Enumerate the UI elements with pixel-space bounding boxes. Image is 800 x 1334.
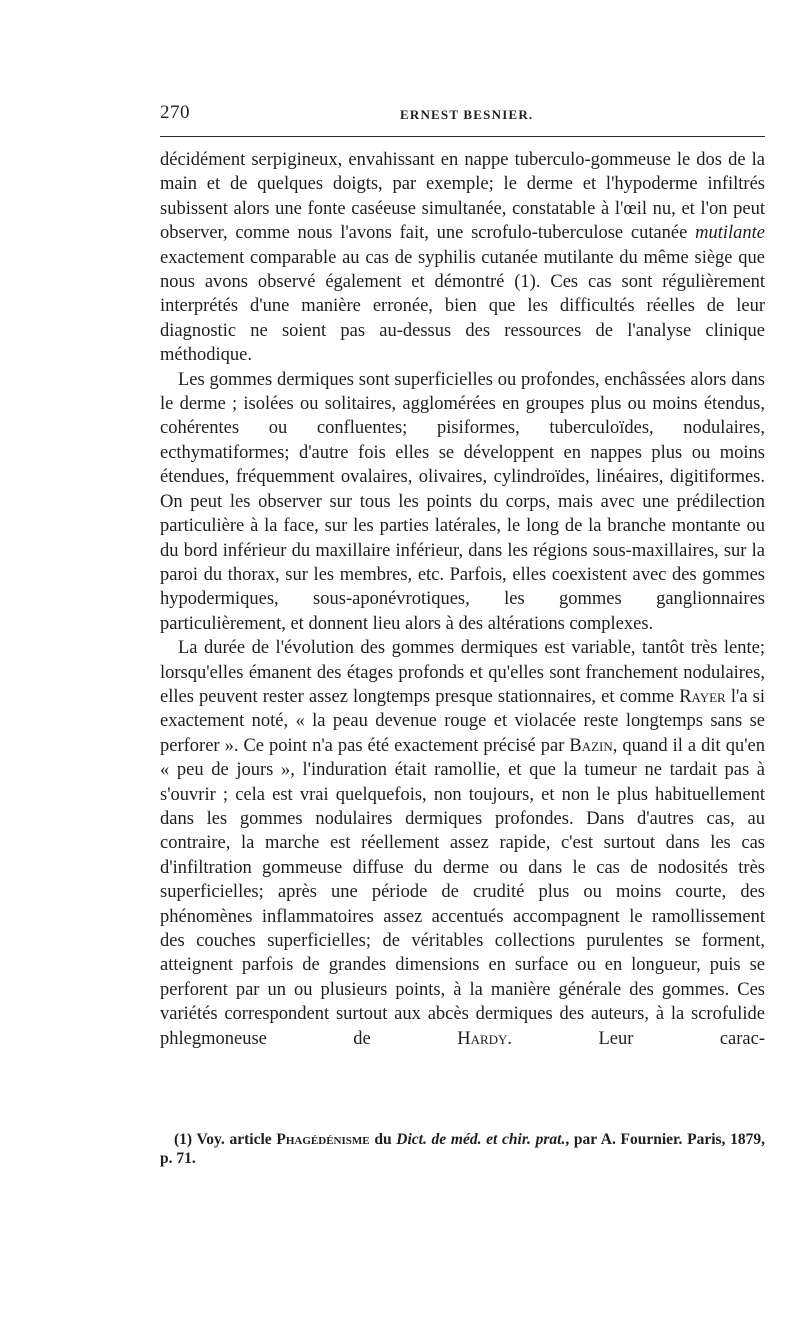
footnote-journal: Dict. de méd. et chir. prat. xyxy=(396,1131,566,1148)
footnote-lead: Voy. article xyxy=(192,1131,277,1148)
footnote xyxy=(160,1130,765,1168)
running-head xyxy=(160,100,765,130)
running-head-author: ERNEST BESNIER. xyxy=(400,107,534,122)
paragraph-3-text-3: , quand il a dit qu'en « peu de jours », l'induration était ramollie, et que la tumeur ne tardait pas à s'ouvrir ; cela est vrai quelquefois, non toujours, et non le plus habituellement dans les gommes nodulaires dermiques profondes. Dans d'autres cas, au contraire, la marche est réellement assez rapide, c'est surtout dans les cas d'infiltration gommeuse diffuse du derme ou dans le cas de nodosités très superficielles; après une période de crudité plus ou moins courte, des phénomènes inflammatoires assez accentués accompagnent le ramollissement des couches superficielles; de véritables collections purulentes se forment, atteignent parfois de grandes dimensions en surface ou en longueur, puis se perforent par un ou plusieurs points, à la manière générale des gommes. Ces variétés correspondent surtout aux abcès dermiques des auteurs, à la scrofulide phlegmoneuse de xyxy=(160,735,765,1049)
header-rule xyxy=(160,136,765,137)
paragraph-1 xyxy=(160,148,765,368)
paragraph-2: Les gommes dermiques sont superficielles ou profondes, enchâssées alors dans le derme ; isolées ou solitaires, agglomérées en groupes plus ou moins étendus, cohérentes ou confluentes; pisiformes, tuberculoïdes, nodulaires, ecthymatiformes; d'autre fois elles se développent en nappes plus ou moins étendues, fréquemment ovalaires, olivaires, cylindroïdes, linéaires, digitiformes. On peut les observer sur tous les points du corps, mais avec une prédilection particulière à la face, sur les parties latérales, le long de la branche montante ou du bord inférieur du maxillaire inférieur, dans les régions sous-maxillaires, sur la paroi du thorax, sur les membres, etc. Parfois, elles coexistent avec des gommes hypodermiques, sous-aponévrotiques, les gommes ganglionnaires particulièrement, et donnent lieu alors à des altérations complexes. xyxy=(160,369,765,634)
footnote-citation: , par A. Fournier. Paris, 1879, p. 71. xyxy=(160,1131,765,1167)
author-name-hardy: Hardy xyxy=(457,1028,508,1049)
footnote-du: du xyxy=(369,1131,397,1148)
author-name-bazin: Bazin xyxy=(569,735,613,756)
footnote-text xyxy=(160,1130,765,1168)
paragraph-1-text: décidément serpigineux, envahissant en nappe tuberculo-gommeuse le dos de la main et de quelques doigts, par exemple; le derme et l'hypoderme infiltrés subissent alors une fonte caséeuse simultanée, constatable à l'œil nu, et l'on peut observer, comme nous l'avons fait, une scrofulo-tuberculose cutanée xyxy=(160,150,765,244)
author-name-rayer: Rayer xyxy=(679,686,726,707)
footnote-marker: (1) xyxy=(174,1131,193,1148)
paragraph-1-text-end: exactement comparable au cas de syphilis cutanée mutilante du même siège que nous avons observé également et démontré (1). Ces cas sont régulièrement interprétés d'une manière erronée, bien que les difficultés réelles de leur diagnostic ne soient pas au-dessus des ressources de l'analyse clinique méthodique. xyxy=(160,247,765,366)
page-number: 270 xyxy=(160,102,190,123)
paragraph-3-text-2: l'a si exactement noté, « la peau devenue rouge et violacée reste longtemps sans se perforer ». Ce point n'a pas été exactement précisé par xyxy=(160,686,765,756)
body-text xyxy=(160,148,765,1051)
paragraph-3 xyxy=(160,636,765,1051)
footnote-article: Phagédénisme xyxy=(276,1131,370,1148)
paragraph-3-text-4: . Leur carac- xyxy=(507,1028,765,1049)
paragraph-1-emphasis: mutilante xyxy=(695,223,765,244)
paragraph-3-text: La durée de l'évolution des gommes dermiques est variable, tantôt très lente; lorsqu'elles émanent des étages profonds et qu'elles sont franchement nodulaires, elles peuvent rester assez longtemps presque stationnaires, et comme xyxy=(160,638,765,707)
